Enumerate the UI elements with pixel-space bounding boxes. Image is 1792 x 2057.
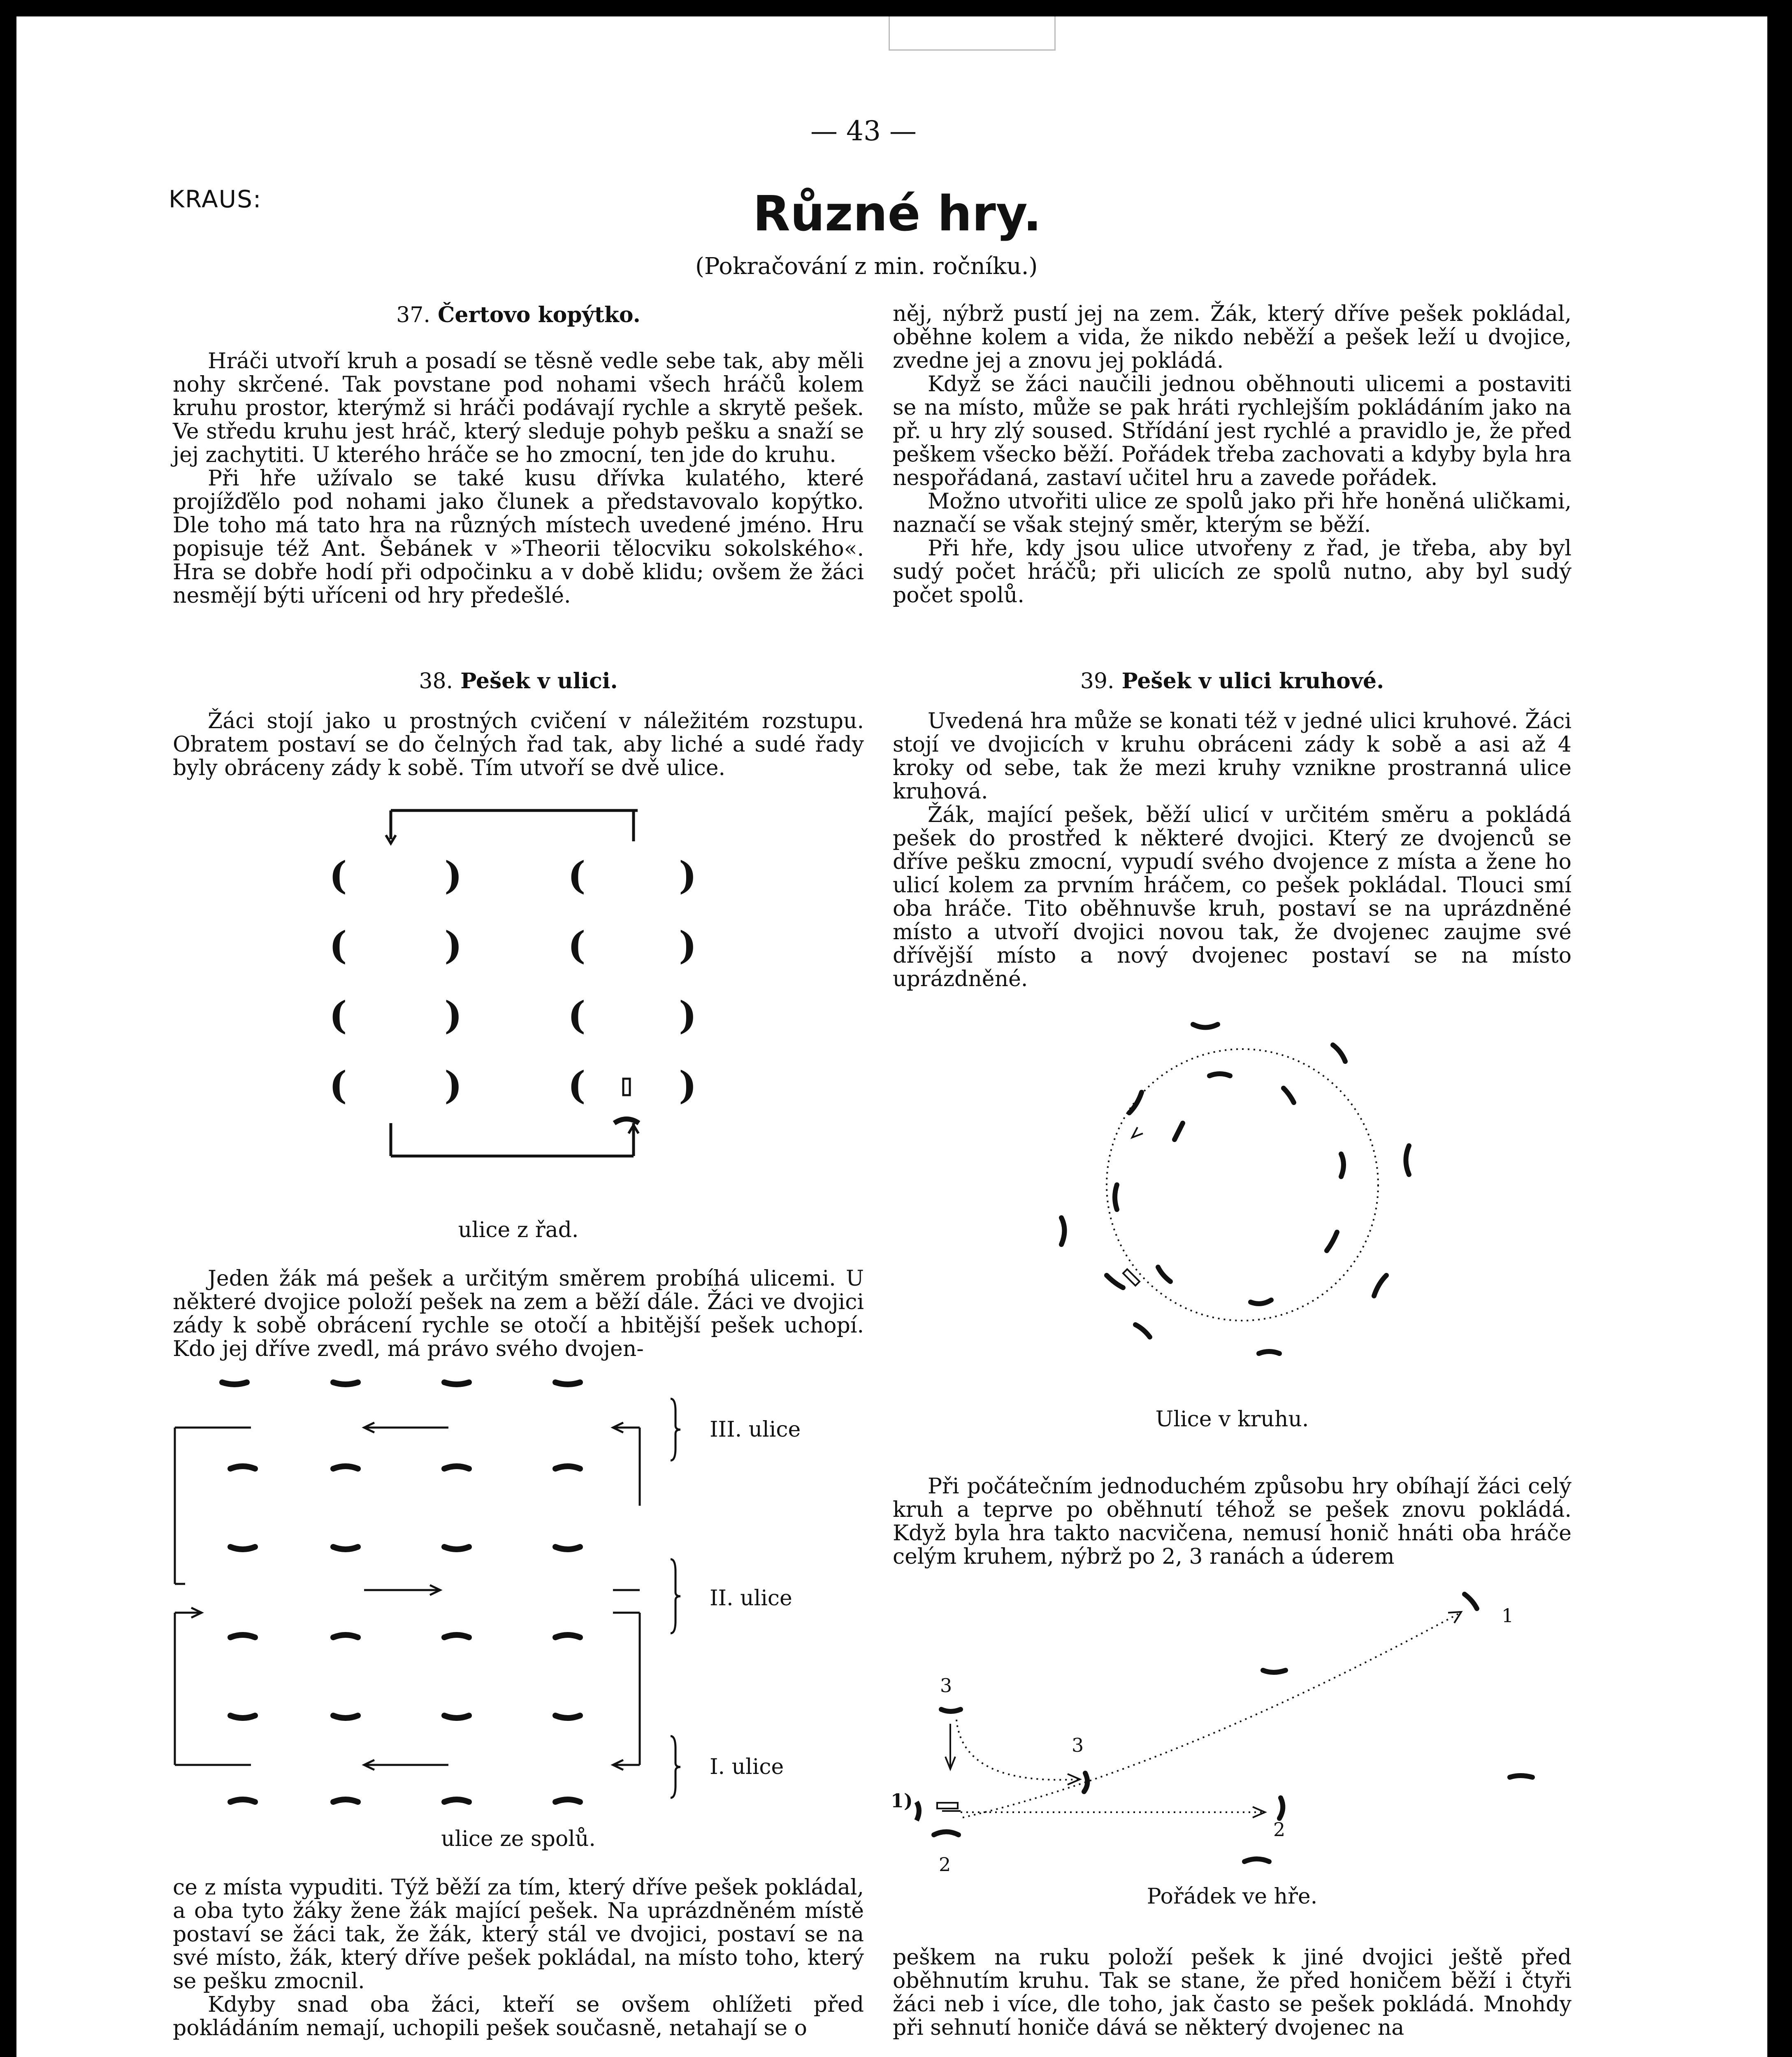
order-path [956,1720,1078,1780]
player-mark [1263,1670,1286,1672]
player-mark [444,1635,469,1637]
player-mark [555,1466,580,1469]
paragraph: Hráči utvoří kruh a posadí se těsně vedle sebe tak, aby měli nohy skrčené. Tak povstane pod nohami všech hráčů kolem kruhu prostor, kterýmž si hráči podávají rychle a skrytě pešek. Ve středu kruhu jest hráč, který sleduje pohyb pešku a snaží se jej zachytiti. U kterého hráče se ho zmocní, ten jde do kruhu. [173,349,864,467]
section-title: Pešek v ulici kruhové. [1121,669,1384,694]
player-mark: ( [568,853,586,898]
player-mark [555,1635,580,1637]
player-mark [1129,1092,1142,1113]
caption-circle: Ulice v kruhu. [1155,1407,1309,1432]
page-number: — 43 — [810,115,917,147]
player-mark [555,1382,580,1384]
diagram-game-order [884,1563,1584,1892]
paragraph: něj, nýbrž pustí jej na zem. Žák, který dříve pešek pokládal, oběhne kolem a vida, že nikdo neběží a pešek leží u dvojice, zvedne jej a znovu jej pokládá. [893,302,1571,373]
order-label: 3 [940,1674,952,1697]
player-mark [230,1799,255,1802]
paragraph: Při hře užívalo se také kusu dřívka kulatého, které projížďělo pod nohami jako člunek a představovalo kopýtko. Dle toho má tato hra na různých místech uvedené jméno. Hru popisuje též Ant. Šebánek v »Theorii tělocviku sokolského«. Hra se dobře hodí při odpočinku a v době klidu; ovšem že žáci nesmějí býti uříceni od hry předešlé. [173,466,864,608]
player-mark [1135,1325,1150,1337]
street-label-i: I. ulice [710,1755,784,1779]
section-37-heading [173,302,864,327]
section-title: Čertovo kopýtko. [438,302,641,327]
street-label-iii: III. ulice [710,1417,801,1442]
path-circle [1107,1049,1378,1321]
scan-border-left [0,0,16,2057]
player-mark [555,1547,580,1549]
caption-rows: ulice z řad. [458,1218,579,1242]
paragraph: Když se žáci naučili jednou oběhnouti ulicemi a postaviti se na místo, může se pak hráti rychlejším pokládáním jako na př. u hry zlý soused. Střídání jest rychlé a pravidlo je, že před peškem všecko běží. Pořádek třeba zachovati a kdyby byla hra nespořádaná, zastaví učitel hru a zavede pořádek. [893,372,1571,490]
pesek-icon [623,1079,630,1095]
player-mark [230,1466,255,1469]
player-mark [1374,1275,1386,1296]
order-label: 2 [1273,1818,1286,1841]
arrow-icon [1448,1612,1461,1623]
player-mark [333,1799,358,1802]
player-mark [1209,1074,1230,1076]
section-38-text-2 [173,1267,864,1361]
section-38-text-3 [173,1876,864,2040]
player-mark [1510,1776,1532,1777]
player-mark: ) [679,923,697,968]
scan-border-right [1767,0,1792,2057]
player-mark: ( [329,853,347,898]
section-37-text [173,350,864,608]
player-mark [333,1547,358,1549]
player-mark [555,1716,580,1718]
section-39-text [893,710,1571,991]
section-39-text-2 [893,1475,1571,1569]
section-39-text-3 [893,1946,1571,2040]
player-mark: ( [568,993,586,1038]
player-mark: ) [444,993,462,1038]
player-mark: ) [679,1063,697,1107]
caption-pairs: ulice ze spolů. [441,1827,596,1851]
player-mark [1115,1185,1117,1210]
section-39-heading [893,669,1571,694]
player-mark [444,1382,469,1384]
player-mark [444,1466,469,1469]
pesek-icon [937,1803,958,1809]
diagram-circle-street [1037,1008,1448,1378]
player-mark [444,1716,469,1718]
player-mark [230,1635,255,1637]
section-number: 39. [1080,669,1114,694]
player-mark [222,1382,247,1384]
player-mark [1251,1300,1271,1304]
circle-diagram-svg [1037,1008,1448,1378]
player-mark [1465,1594,1477,1609]
scan-border-top [0,0,1792,16]
rows-diagram-svg [288,802,761,1214]
player-mark [230,1716,255,1718]
paragraph: peškem na ruku položí pešek k jiné dvojici ještě před oběhnutím kruhu. Tak se stane, že před honičem běží i čtyři žáci neb i více, dle toho, jak často se pešek pokládá. Mnohdy při sehnutí honiče dává se některý dvojenec na [893,1945,1571,2040]
paragraph: Žáci stojí jako u prostných cvičení v náležitém rozstupu. Obratem postaví se do čelných řad tak, aby liché a sudé řady byly obráceny zády k sobě. Tím utvoří se dvě ulice. [173,709,864,780]
arrow-icon [1132,1127,1143,1138]
player-mark [1327,1232,1337,1251]
player-mark [1244,1859,1269,1862]
paragraph: Žák, mající pešek, běží ulicí v určitém směru a pokládá pešek do prostřed k některé dvojici. Který ze dvojenců se dříve pešku zmocní, vypudí svého dvojence z místa a žene ho ulicí kolem za prvním hráčem, co pešek pokládal. Tlouci smí oba hráče. Tito oběhnuvše kruh, postaví se na uprázdněné místo a utvoří dvojici novou tak, že dvojenec zaujme své dřívější místo a nový dvojenec postaví se na místo uprázdněné. [893,803,1571,991]
player-mark [1279,1798,1283,1818]
order-label: 3 [1072,1734,1084,1756]
arrow-right-icon [1068,1774,1080,1785]
paragraph: Jeden žák má pešek a určitým směrem probíhá ulicemi. U některé dvojice položí pešek na zem a běží dále. Žáci ve dvojici zády k sobě obrácení rychle se otočí a hbitější pešek uchopí. Kdo jej dříve zvedl, má právo svého dvojen- [173,1266,864,1361]
brace [671,1736,680,1798]
section-38-intro [173,710,864,780]
paragraph: Možno utvořiti ulice ze spolů jako při hře honěná uličkami, naznačí se však stejný směr, kterým se běží. [893,489,1571,537]
page-subtitle: (Pokračování z min. ročníku.) [695,253,1038,280]
player-mark [444,1547,469,1549]
player-mark [934,1832,959,1835]
player-mark [1406,1146,1409,1175]
order-label: 1 [1502,1604,1514,1627]
player-mark [230,1547,255,1549]
player-mark [917,1802,919,1820]
player-mark [1284,1088,1294,1103]
diagram-streets-from-rows [288,802,761,1214]
pesek-icon [1123,1269,1140,1286]
player-mark: ( [568,923,586,968]
player-mark [1259,1351,1279,1354]
player-mark: ( [568,1063,586,1107]
player-mark: ) [679,993,697,1038]
player-mark: ) [444,1063,462,1107]
player-mark [1107,1275,1123,1288]
caption-order: Pořádek ve hře. [1147,1884,1318,1909]
street-label-ii: II. ulice [710,1586,792,1611]
player-mark [941,1709,961,1711]
brace [671,1399,680,1460]
section-38-continued [893,302,1571,607]
player-mark: ( [329,923,347,968]
paragraph: Při hře, kdy jsou ulice utvořeny z řad, je třeba, aby byl sudý počet hráčů; při ulicích ze spolů nutno, aby byl sudý počet spolů. [893,536,1571,608]
section-number: 37. [396,303,430,327]
order-label: 1) [891,1790,913,1812]
player-mark [1333,1045,1345,1061]
player-mark [1175,1123,1183,1140]
player-mark [444,1799,469,1802]
paragraph: Při počátečním jednoduchém způsobu hry obíhají žáci celý kruh a teprve po oběhnutí téhož se pešek znovu pokládá. Když byla hra takto nacvičena, nemusí honič hnáti oba hráče celým kruhem, nýbrž po 2, 3 ranách a úderem [893,1474,1571,1569]
player-mark [555,1799,580,1802]
player-mark: ( [329,993,347,1038]
section-title: Pešek v ulici. [460,669,618,694]
paragraph: ce z místa vypuditi. Týž běží za tím, který dříve pešek pokládal, a oba tyto žáky žene žák mající pešek. Na uprázdněném místě postaví se žáci tak, že žák, který stál ve dvojici, postaví se na své místo, žák, který dříve pešek pokládal, na místo toho, který se pešku zmocnil. [173,1875,864,1994]
order-path [963,1613,1460,1818]
player-mark [333,1635,358,1637]
order-diagram-svg [884,1563,1584,1892]
player-mark: ) [679,853,697,898]
paragraph: Uvedená hra může se konati též v jedné ulici kruhové. Žáci stojí ve dvojicích v kruhu obráceni zády k sobě a asi až 4 kroky od sebe, tak že mezi kruhy vznikne prostranná ulice kruhová. [893,709,1571,804]
player-mark [1061,1218,1065,1244]
player-mark: ) [444,923,462,968]
page-title: Různé hry. [753,185,1042,242]
section-number: 38. [419,669,453,694]
player-mark [1158,1267,1170,1282]
author-label: KRAUS: [169,185,262,213]
player-mark [1193,1024,1218,1028]
order-label: 2 [939,1853,951,1876]
player-mark: ) [444,853,462,898]
paragraph: Kdyby snad oba žáci, kteří se ovšem ohlížeti před pokládáním nemají, uchopili pešek současně, netahají se o [173,1992,864,2041]
player-mark [333,1382,358,1384]
player-mark: ( [329,1063,347,1107]
player-mark [333,1466,358,1469]
section-38-heading [173,669,864,694]
library-stamp [889,16,1056,51]
brace [671,1559,680,1633]
player-mark [333,1716,358,1718]
runner-mark [614,1119,639,1123]
player-mark [1341,1154,1344,1177]
